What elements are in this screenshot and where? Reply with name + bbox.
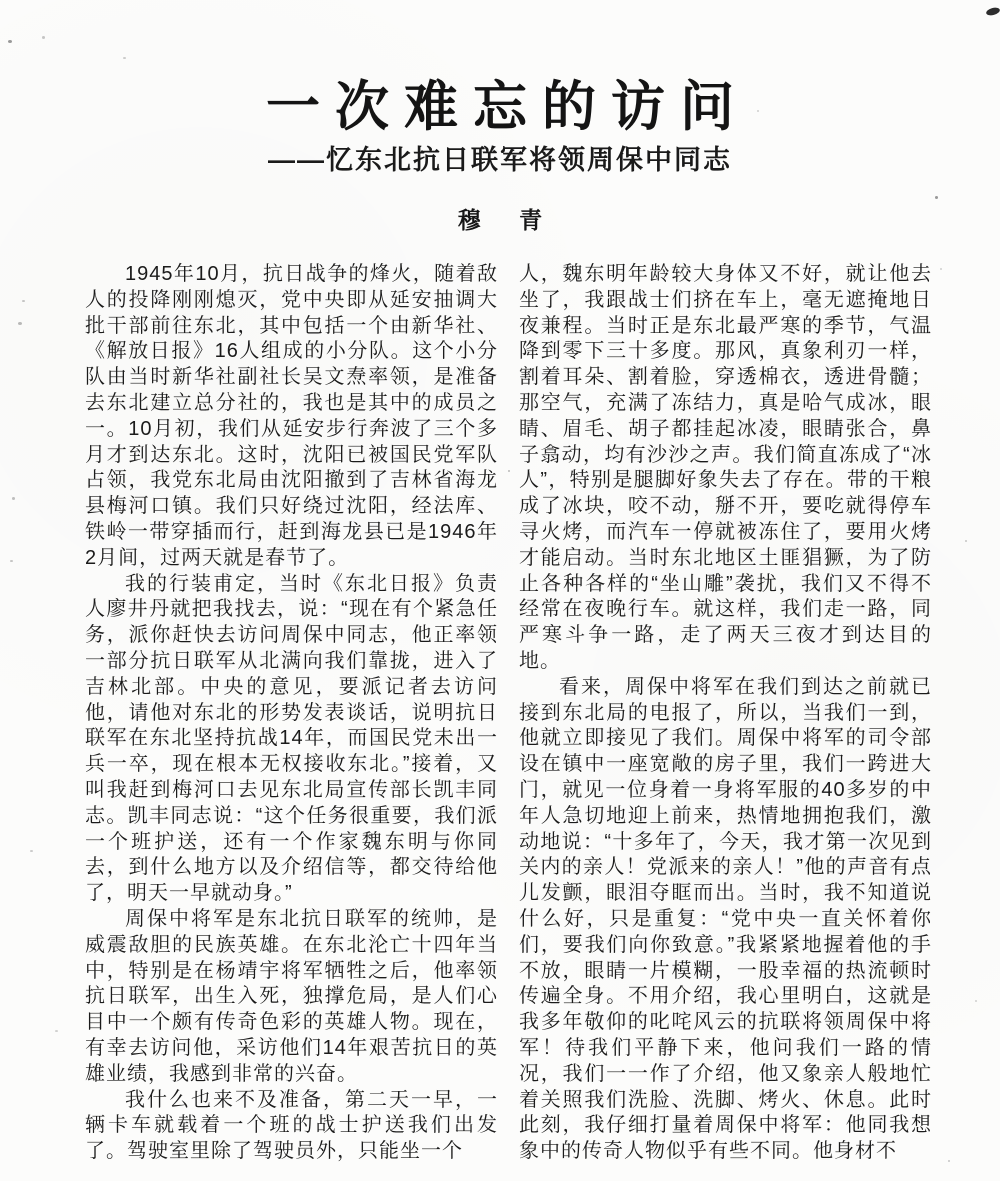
- scan-noise-speck: [985, 6, 1000, 16]
- scan-noise-speck: [940, 268, 942, 270]
- scan-noise-speck: [55, 1030, 58, 1032]
- scan-noise-speck: [975, 1000, 977, 1002]
- scan-noise-speck: [965, 540, 967, 542]
- text-column-right: [519, 262, 932, 1165]
- scan-noise-speck: [10, 560, 13, 562]
- article-author: 穆 青: [457, 207, 559, 233]
- scan-noise-speck: [935, 196, 938, 199]
- paragraph: 1945年10月，抗日战争的烽火，随着敌人的投降刚刚熄灭，党中央即从延安抽调大批干部前往东北，其中包括一个由新华社、《解放日报》16人组成的小分队。这个小分队由当时新华社副社长吴文焘率领，是准备去东北建立总分社的，我也是其中的成员之一。10月初，我们从延安步行奔波了三个多月才到达东北。这时，沈阳已被国民党军队占领，我党东北局由沈阳撤到了吉林省海龙县梅河口镇。我们只好绕过沈阳，经法库、铁岭一带穿插而行，赶到海龙县已是1946年2月间，过两天就是春节了。: [85, 263, 498, 569]
- scan-noise-speck: [948, 1160, 950, 1162]
- scan-noise-speck: [18, 322, 22, 325]
- scan-noise-speck: [508, 470, 510, 472]
- article-subtitle: ——忆东北抗日联军将领周保中同志: [268, 145, 732, 175]
- text-column-left: [85, 262, 498, 1165]
- scan-noise-speck: [12, 497, 15, 500]
- scan-noise-speck: [123, 57, 126, 59]
- paragraph: 周保中将军是东北抗日联军的统帅，是威震敌胆的民族英雄。在东北沦亡十四年当中，特别是在杨靖宇将军牺牲之后，他率领抗日联军，出生入死，独撑危局，是人们心目中一个颇有传奇色彩的英雄人物。现在，有幸去访问他，采访他们14年艰苦抗日的英雄业绩，我感到非常的兴奋。: [85, 907, 498, 1085]
- paragraph: 人，魏东明年龄较大身体又不好，就让他去坐了，我跟战士们挤在车上，毫无遮掩地日夜兼程。当时正是东北最严寒的季节，气温降到零下三十多度。那风，真象利刃一样，割着耳朵、割着脸，穿透棉衣，透进骨髓；那空气，充满了冻结力，真是哈气成冰，眼睛、眉毛、胡子都挂起冰凌，眼睛张合，鼻子翕动，均有沙沙之声。我们简直冻成了“冰人”，特别是腿脚好象失去了存在。带的干粮成了冰块，咬不动，掰不开，要吃就得停车寻火烤，而汽车一停就被冻住了，要用火烤才能启动。当时东北地区土匪猖獗，为了防止各种各样的“坐山雕”袭扰，我们又不得不经常在夜晚行车。就这样，我们走一路，同严寒斗争一路，走了两天三夜才到达目的地。: [519, 263, 932, 672]
- paragraph: 我什么也来不及准备，第二天一早，一辆卡车就载着一个班的战士护送我们出发了。驾驶室里除了驾驶员外，只能坐一个: [85, 1088, 498, 1163]
- scan-noise-speck: [42, 36, 45, 39]
- paragraph: 看来，周保中将军在我们到达之前就已接到东北局的电报了，所以，当我们一到，他就立即接见了我们。周保中将军的司令部设在镇中一座宽敞的房子里，我们一跨进大门，就见一位身着一身将军服的40多岁的中年人急切地迎上前来，热情地拥抱我们，激动地说：“十多年了，今天，我才第一次见到关内的亲人！党派来的亲人！”他的声音有点儿发颤，眼泪夺眶而出。当时，我不知道说什么好，只是重复：“党中央一直关怀着你们，要我们向你致意。”我紧紧地握着他的手不放，眼睛一片模糊，一股幸福的热流顿时传遍全身。不用介绍，我心里明白，这就是我多年敬仰的叱咤风云的抗联将领周保中将军！待我们平静下来，他问我们一路的情况，我们一一作了介绍，他又象亲人般地忙着关照我们洗脸、洗脚、烤火、休息。此时此刻，我仔细打量着周保中将军：他同我想象中的传奇人物似乎有些不同。他身材不: [519, 675, 932, 1163]
- scan-noise-speck: [30, 850, 33, 852]
- article-title: 一次难忘的访问: [266, 77, 749, 138]
- paragraph: 我的行装甫定，当时《东北日报》负责人廖井丹就把我找去，说：“现在有个紧急任务，派你赶快去访问周保中同志，他正率领一部分抗日联军从北满向我们靠拢，进入了吉林北部。中央的意见，要派记者去访问他，请他对东北的形势发表谈话，说明抗日联军在东北坚持抗战14年，而国民党未出一兵一卒，现在根本无权接收东北。”接着，又叫我赶到梅河口去见东北局宣传部长凯丰同志。凯丰同志说：“这个任务很重要，我们派一个班护送，还有一个作家魏东明与你同去，到什么地方以及介绍信等，都交待给他了，明天一早就动身。”: [85, 572, 498, 905]
- scan-noise-speck: [22, 300, 25, 302]
- scan-noise-speck: [8, 40, 12, 43]
